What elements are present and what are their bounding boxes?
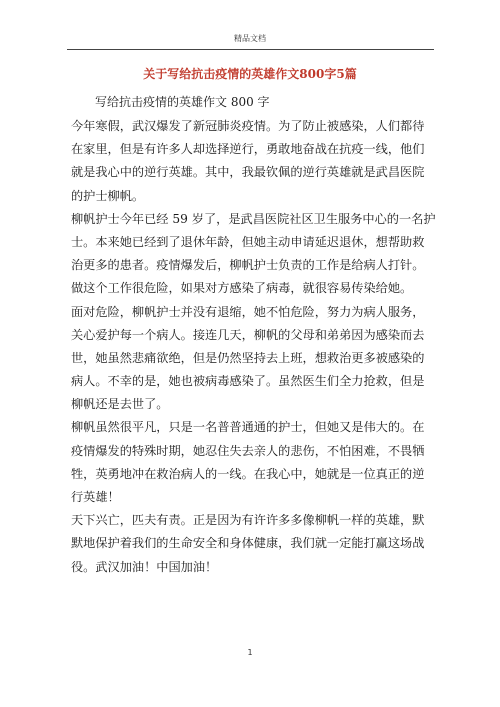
text-line: 柳帆还是去世了。 xyxy=(71,397,169,412)
page-header-label: 精品文档 xyxy=(234,34,266,43)
document-title: 关于写给抗击疫情的英雄作文800字5篇 xyxy=(143,67,357,81)
text-line: 在家里，但是有许多人却选择逆行，勇敢地奋战在抗疫一线，他们 xyxy=(71,142,425,157)
text-line: 就是我心中的逆行英雄。其中，我最钦佩的逆行英雄就是武昌医院 xyxy=(71,165,425,180)
page-number: 1 xyxy=(247,648,253,657)
text-line: 治更多的患者。疫情爆发后，柳帆护士负责的工作是给病人打针。 xyxy=(71,258,425,273)
text-line: 的护士柳帆。 xyxy=(71,188,145,203)
text-line: 做这个工作很危险，如果对方感染了病毒，就很容易传染给她。 xyxy=(71,281,413,296)
text-line: 柳帆虽然很平凡，只是一名普普通通的护士，但她又是伟大的。在 xyxy=(71,420,425,435)
text-line: 面对危险，柳帆护士并没有退缩，她不怕危险，努力为病人服务， xyxy=(71,304,425,319)
text-line: 柳帆护士今年已经 59 岁了，是武昌医院社区卫生服务中心的一名护 xyxy=(71,211,436,226)
document-subtitle: 写给抗击疫情的英雄作文 800 字 xyxy=(95,95,270,109)
text-line: 牲，英勇地冲在救治病人的一线。在我心中，她就是一位真正的逆 xyxy=(71,466,425,481)
text-line: 今年寒假，武汉爆发了新冠肺炎疫情。为了防止被感染，人们都待 xyxy=(71,119,425,133)
text-line: 病人。不幸的是，她也被病毒感染了。虽然医生们全力抢救，但是 xyxy=(71,374,425,389)
essay-body xyxy=(71,115,451,579)
text-line: 行英雄！ xyxy=(71,490,120,504)
text-line: 世，她虽然悲痛欲绝，但是仍然坚持去上班，想救治更多被感染的 xyxy=(71,350,425,365)
text-line: 天下兴亡，匹夫有责。正是因为有许许多多像柳帆一样的英雄，默 xyxy=(71,513,425,528)
text-line: 默地保护着我们的生命安全和身体健康，我们就一定能打赢这场战 xyxy=(71,536,425,551)
text-line: 关心爱护每一个病人。接连几天，柳帆的父母和弟弟因为感染而去 xyxy=(71,327,425,342)
text-line: 士。本来她已经到了退休年龄，但她主动申请延迟退休，想帮助救 xyxy=(71,234,425,249)
header-divider xyxy=(67,49,434,50)
text-line: 疫情爆发的特殊时期，她忍住失去亲人的悲伤，不怕困难，不畏牺 xyxy=(71,443,425,458)
text-line: 役。武汉加油！中国加油！ xyxy=(71,559,218,574)
